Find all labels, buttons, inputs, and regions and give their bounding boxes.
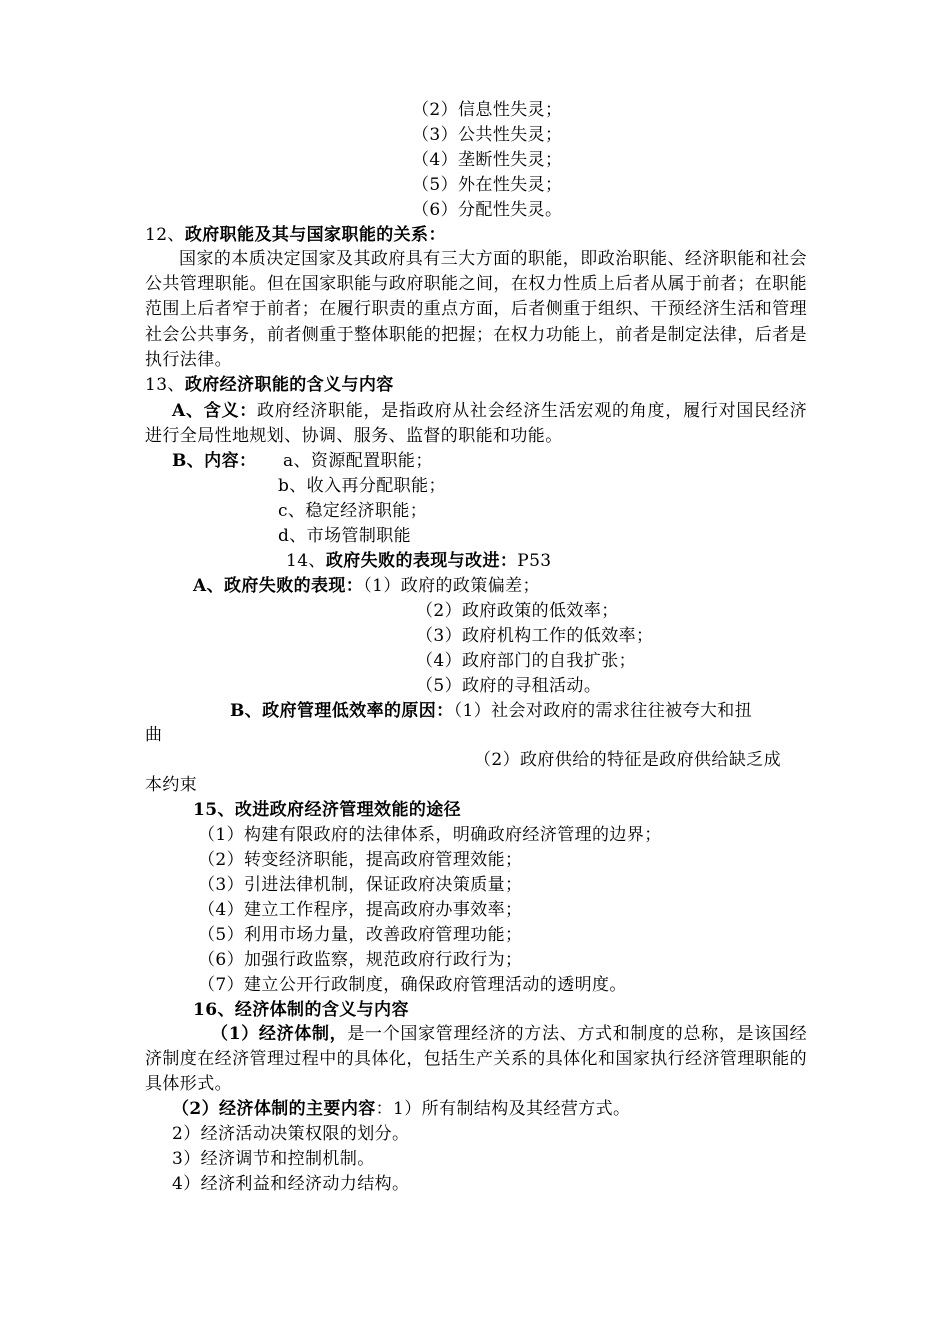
section-title: 政府失败的表现与改进： — [325, 551, 518, 571]
list-item: （5）利用市场力量，改善政府管理功能； — [198, 925, 523, 945]
section-13-heading — [145, 373, 394, 398]
list-item: （5）外在性失灵； — [412, 175, 563, 195]
definition-text: 政府经济职能，是指政府从社会经济生活宏观的角度，履行对国民经济进行全局性地规划、协调、服务、监督的职能和功能。 — [145, 401, 807, 447]
list-item: （6）加强行政监察，规范政府行政行为； — [198, 950, 523, 970]
list-item: 1）所有制结构及其经营方式。 — [393, 1099, 631, 1119]
content-label: B、内容： — [172, 451, 257, 471]
section-12-heading — [145, 223, 446, 248]
list-item: c、稳定经济职能； — [278, 501, 428, 521]
list-item: （3）公共性失灵； — [412, 125, 563, 145]
list-item-continued: 曲 — [145, 725, 163, 745]
list-item: （2）转变经济职能，提高政府管理效能； — [198, 850, 523, 870]
definition-text: 是一个国家管理经济的方法、方式和制度的总称，是该国经济制度在经济管理过程中的具体化，包括生产关系的具体化和国家执行经济管理职能的具体形式。 — [145, 1024, 808, 1095]
list-item: d、市场管制职能 — [278, 526, 412, 546]
list-item: （4）建立工作程序，提高政府办事效率； — [198, 900, 523, 920]
failure-manifestations — [193, 574, 540, 599]
inefficiency-causes — [230, 699, 752, 724]
definition-label: A、含义： — [172, 401, 257, 421]
section-12-paragraph: 国家的本质决定国家及其政府具有三大方面的职能，即政治职能、经济职能和社会公共管理职能。但在国家职能与政府职能之间，在权力性质上后者从属于前者；在职能范围上后者窄于前者；在履行职责的重点方面，后者侧重于组织、干预经济生活和管理社会公共事务，前者侧重于整体职能的把握；在权力功能上，前者是制定法律，后者是执行法律。 — [145, 249, 807, 370]
list-item: （5）政府的寻租活动。 — [416, 676, 602, 696]
section-title: 政府职能及其与国家职能的关系： — [184, 225, 446, 245]
list-item: a、资源配置职能； — [283, 451, 433, 471]
list-item: 2）经济活动决策权限的划分。 — [172, 1124, 410, 1144]
list-item: （2）政府供给的特征是政府供给缺乏成 — [474, 750, 782, 770]
section-number: 13、 — [145, 375, 185, 395]
list-item: （7）建立公开行政制度，确保政府管理活动的透明度。 — [198, 975, 627, 995]
list-item: b、收入再分配职能； — [278, 476, 446, 496]
list-item-continued: 本约束 — [145, 775, 198, 795]
section-14-heading — [286, 549, 552, 574]
list-item: （4）垄断性失灵； — [412, 150, 563, 170]
subsection-label: （2）经济体制的主要内容 — [172, 1099, 376, 1119]
section-title: 政府经济职能的含义与内容 — [184, 375, 394, 395]
list-item: （4）政府部门的自我扩张； — [416, 651, 637, 671]
list-item: （6）分配性失灵。 — [412, 200, 563, 220]
list-item: 4）经济利益和经济动力结构。 — [172, 1174, 410, 1194]
subsection-label: A、政府失败的表现： — [193, 576, 364, 596]
section-13-definition — [145, 399, 807, 449]
list-item: （1）政府的政策偏差； — [363, 576, 540, 596]
label-colon: ： — [375, 1099, 394, 1119]
list-item: （3）政府机构工作的低效率； — [416, 626, 654, 646]
list-item: （1）构建有限政府的法律体系，明确政府经济管理的边界； — [198, 825, 662, 845]
list-item: （2）政府政策的低效率； — [416, 601, 619, 621]
list-item: （1）社会对政府的需求往往被夸大和扭 — [453, 701, 753, 721]
list-item: （3）引进法律机制，保证政府决策质量； — [198, 875, 523, 895]
section-15-heading: 15、改进政府经济管理效能的途径 — [193, 800, 462, 820]
economic-system-contents — [172, 1097, 630, 1122]
page-reference: P53 — [517, 551, 552, 571]
definition-label: （1）经济体制， — [211, 1024, 348, 1044]
section-number: 12、 — [145, 225, 185, 245]
list-item: 3）经济调节和控制机制。 — [172, 1149, 375, 1169]
subsection-label: B、政府管理低效率的原因： — [230, 701, 454, 721]
economic-system-definition — [145, 1022, 807, 1098]
list-item: （2）信息性失灵； — [412, 100, 563, 120]
section-16-heading: 16、经济体制的含义与内容 — [193, 1000, 409, 1020]
section-number: 14、 — [286, 551, 326, 571]
